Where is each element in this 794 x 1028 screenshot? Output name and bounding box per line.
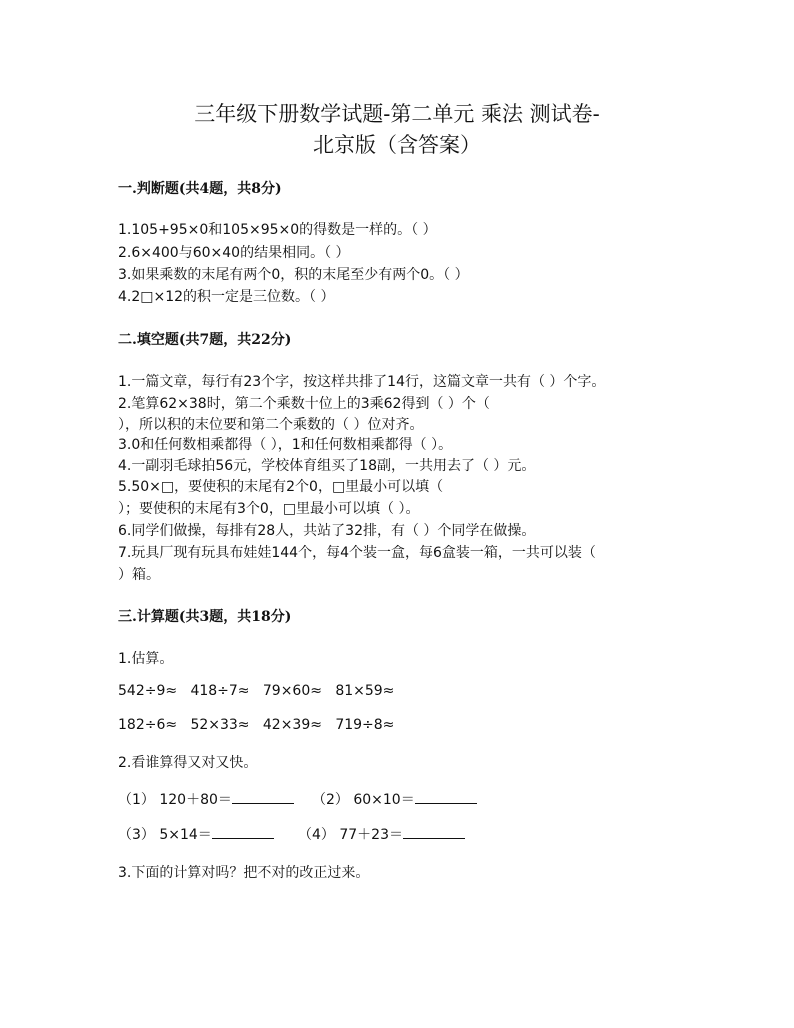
estimate-row-1: 542÷9≈ 418÷7≈ 79×60≈ 81×59≈: [118, 683, 395, 699]
calc-item-4: [298, 824, 465, 844]
calc-item-3: [118, 824, 274, 844]
calc-item-1: [118, 789, 294, 809]
calc-item-4-label: （4） 77＋23＝: [298, 827, 403, 843]
correction-label: 3.下面的计算对吗？把不对的改正过来。: [118, 865, 370, 881]
answer-blank: [212, 824, 274, 839]
fill-line-9: 7.玩具厂现有玩具布娃娃144个，每4个装一盒，每6盒装一箱，一共可以装（: [118, 545, 596, 561]
section1-heading: 一.判断题(共4题，共8分): [118, 181, 282, 197]
section2-heading: 二.填空题(共7题，共22分): [118, 332, 292, 348]
calc-item-3-label: （3） 5×14＝: [118, 827, 212, 843]
estimate-row-2: 182÷6≈ 52×33≈ 42×39≈ 719÷8≈: [118, 717, 395, 733]
fill-line-10: ）箱。: [118, 567, 160, 583]
answer-blank: [232, 789, 294, 804]
fill-line-4: 3.0和任何数相乘都得（ ），1和任何数相乘都得（ ）。: [118, 437, 453, 453]
judge-item-3: 3.如果乘数的末尾有两个0，积的末尾至少有两个0。（ ）: [118, 267, 469, 283]
judge-item-1: 1.105+95×0和105×95×0的得数是一样的。（ ）: [118, 222, 437, 238]
page-title-line2: 北京版（含答案）: [313, 133, 481, 157]
answer-blank: [415, 789, 477, 804]
fill-line-7: ）；要使积的末尾有3个0，□里最小可以填（ ）。: [118, 501, 420, 517]
calc-item-2: [312, 789, 477, 809]
fill-line-5: 4.一副羽毛球拍56元，学校体育组买了18副，一共用去了（ ）元。: [118, 458, 536, 474]
answer-blank: [403, 824, 465, 839]
calc-item-2-label: （2） 60×10＝: [312, 792, 415, 808]
quick-calc-label: 2.看谁算得又对又快。: [118, 755, 258, 771]
estimate-label: 1.估算。: [118, 651, 174, 667]
page-title-line1: 三年级下册数学试题-第二单元 乘法 测试卷-: [194, 102, 600, 126]
fill-line-2: 2.笔算62×38时，第二个乘数十位上的3乘62得到（ ）个（: [118, 396, 490, 412]
calc-item-1-label: （1） 120＋80＝: [118, 792, 232, 808]
fill-line-1: 1.一篇文章，每行有23个字，按这样共排了14行，这篇文章一共有（ ）个字。: [118, 374, 606, 390]
fill-line-6: 5.50×□，要使积的末尾有2个0，□里最小可以填（: [118, 479, 444, 495]
section3-heading: 三.计算题(共3题，共18分): [118, 609, 292, 625]
fill-line-8: 6.同学们做操，每排有28人，共站了32排，有（ ）个同学在做操。: [118, 523, 536, 539]
judge-item-4: 4.2□×12的积一定是三位数。（ ）: [118, 289, 335, 305]
judge-item-2: 2.6×400与60×40的结果相同。（ ）: [118, 245, 350, 261]
fill-line-3: ），所以积的末位要和第二个乘数的（ ）位对齐。: [118, 417, 424, 433]
